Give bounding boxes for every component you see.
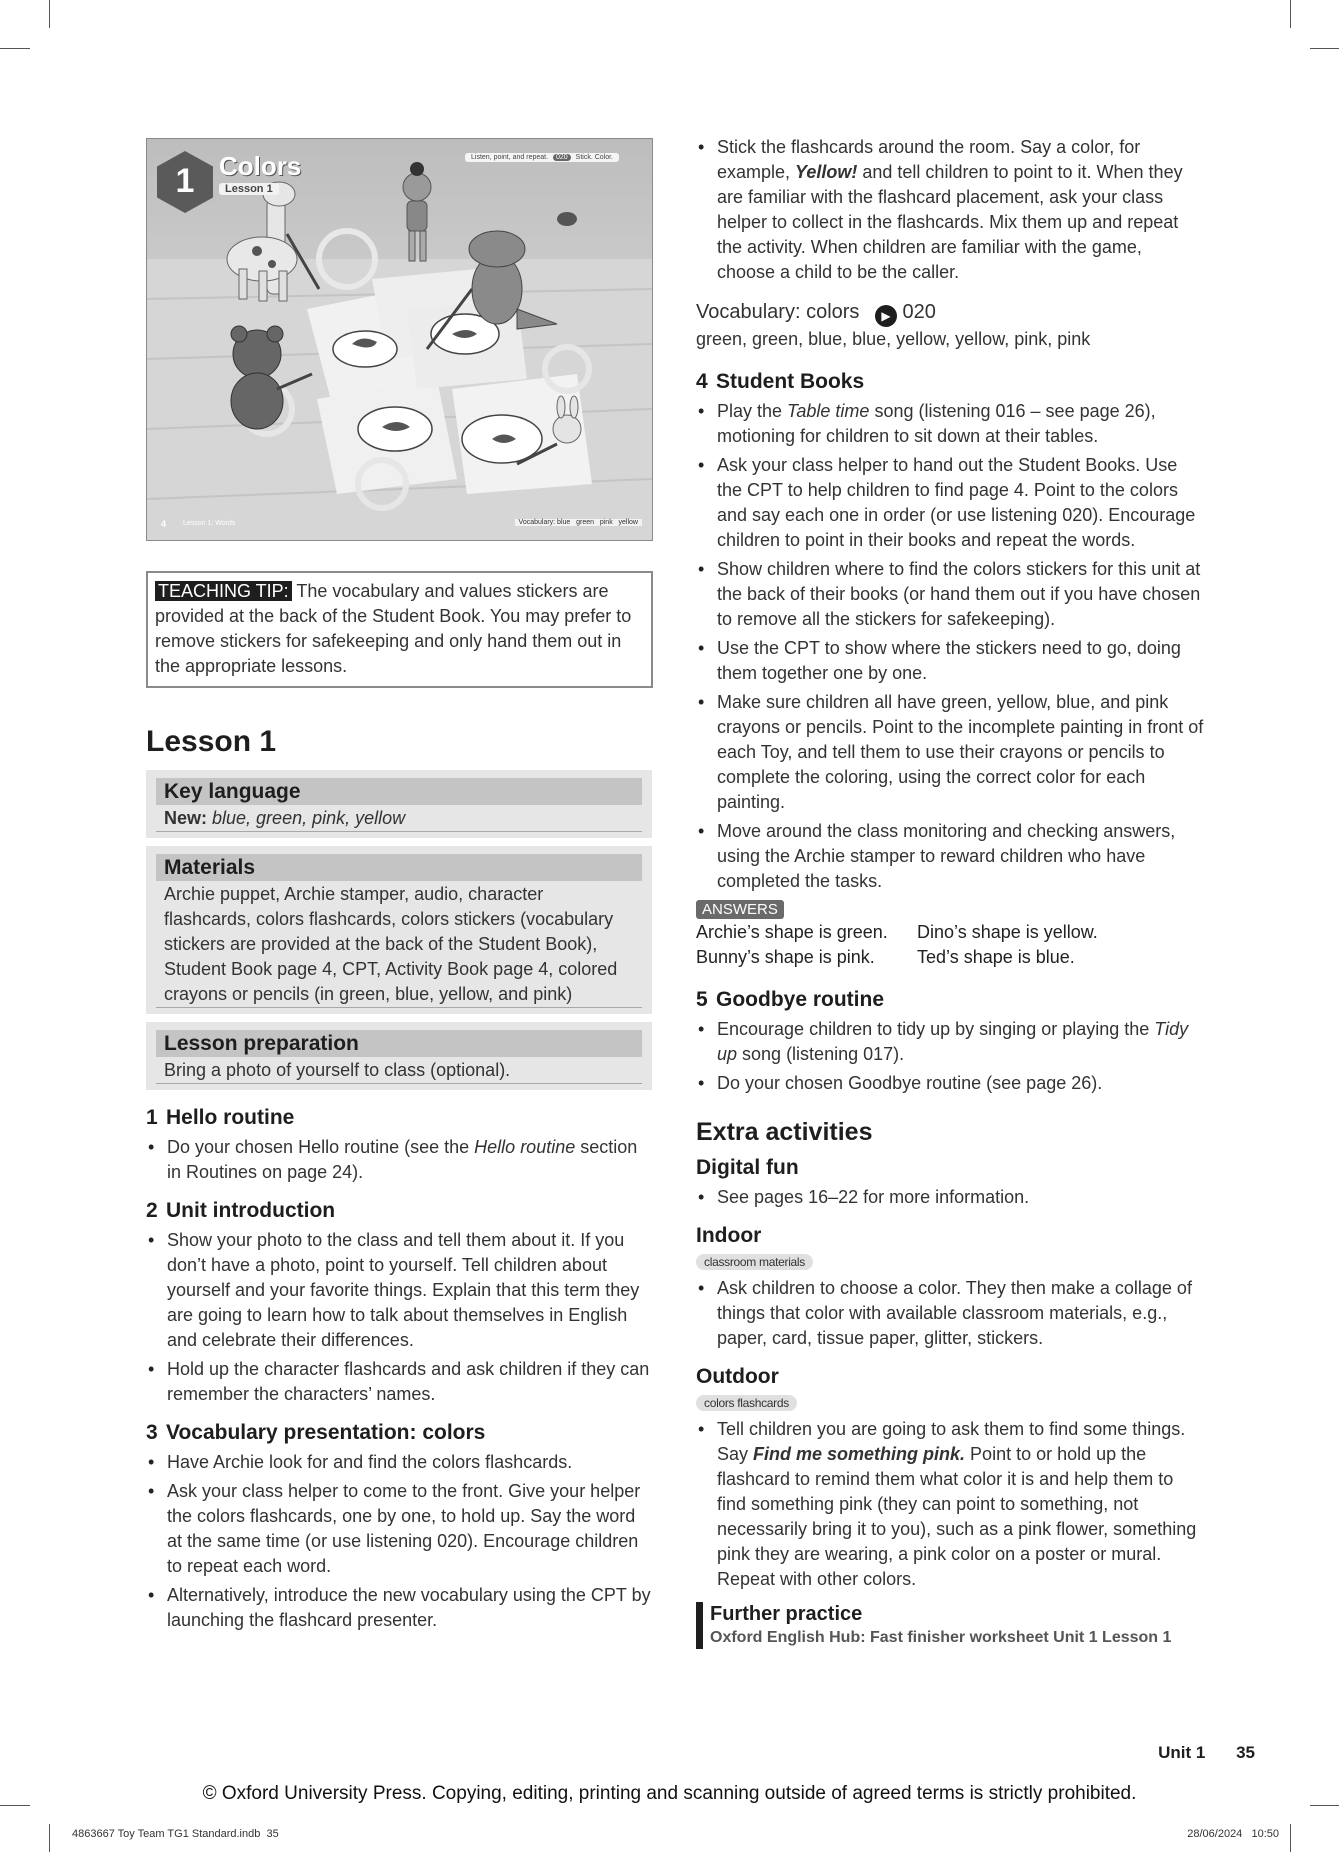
- materials-box: [146, 846, 652, 1014]
- list-item: • Do your chosen Hello routine (see the Hello routine section in Routines on page 24).: [146, 1135, 652, 1185]
- lesson-preparation-content: Bring a photo of yourself to class (optional).: [156, 1057, 642, 1084]
- unit-title: Colors: [219, 151, 302, 181]
- scene-illustration: [147, 139, 652, 540]
- list-item: • Move around the class monitoring and checking answers, using the Archie stamper to reward children who have completed the tasks.: [696, 819, 1204, 894]
- teaching-tip-label: TEACHING TIP:: [155, 581, 292, 601]
- student-book-illustration: [146, 138, 653, 541]
- list-item: • Tell children you are going to ask them to find some things. Say Find me something pink. Point to or hold up the flashcard to remind them what color it is and help them to find something pink (they can point to something, not necessarily bring it to you), such as a pink flower, something pink they are wearing, a pink color on a poster or mural. Repeat with other colors.: [696, 1417, 1204, 1592]
- extra-activities-title: Extra activities: [696, 1118, 873, 1146]
- list-item: • Make sure children all have green, yellow, blue, and pink crayons or pencils. Point to the incomplete painting in front of each Toy, and tell them to use their crayons or pencils to complete the coloring, using the correct color for each painting.: [696, 690, 1204, 815]
- materials-heading: Materials: [156, 854, 642, 881]
- teaching-tip-box: [146, 571, 653, 688]
- list-item: • Use the CPT to show where the stickers need to go, doing them together one by one.: [696, 636, 1204, 686]
- vocabulary-colors-label: Vocabulary: colors: [696, 301, 860, 323]
- footer-unit: Unit 1: [1158, 1743, 1206, 1762]
- copyright-notice: © Oxford University Press. Copying, editing, printing and scanning outside of agreed terms is strictly prohibited.: [202, 1783, 1137, 1804]
- answer-dino: Dino’s shape is yellow.: [917, 922, 1098, 942]
- thumb-page-number: 4: [161, 519, 167, 529]
- answer-ted: Ted’s shape is blue.: [917, 947, 1075, 967]
- new-label: New:: [164, 808, 208, 828]
- right-column: [696, 135, 1204, 1649]
- lesson-title: Lesson 1: [146, 725, 277, 758]
- unit-introduction-list: [146, 1228, 652, 1407]
- print-slug: 4863667 Toy Team TG1 Standard.indb 35: [72, 1828, 279, 1840]
- key-language-heading: Key language: [156, 778, 642, 805]
- lesson-preparation-box: [146, 1022, 652, 1090]
- hello-routine-heading: 1 Hello routine: [146, 1106, 295, 1129]
- thumb-vocab-strip: Vocabulary: blue green pink yellow: [515, 519, 642, 526]
- outdoor-list: [696, 1417, 1204, 1592]
- audio-track-icon: 020: [553, 154, 571, 161]
- crop-mark: [0, 1805, 30, 1806]
- further-practice-box: [696, 1602, 1204, 1649]
- print-date: 28/06/2024 10:50: [1187, 1828, 1279, 1840]
- further-practice-text: Oxford English Hub: Fast finisher worksheet Unit 1 Lesson 1: [710, 1629, 1172, 1646]
- crop-mark: [1290, 1824, 1291, 1852]
- digital-fun-list: [696, 1185, 1204, 1210]
- list-item: • Hold up the character flashcards and ask children if they can remember the characters’ names.: [146, 1357, 652, 1407]
- crop-mark: [49, 1824, 50, 1852]
- hello-routine-list: [146, 1135, 652, 1185]
- unit-number: 1: [175, 162, 195, 200]
- vocabulary-colors-line: [696, 299, 1204, 327]
- further-practice-title: Further practice: [710, 1603, 863, 1625]
- thumb-footer-label: Lesson 1: Words: [183, 520, 236, 527]
- unit-introduction-heading: 2 Unit introduction: [146, 1199, 336, 1222]
- page-footer: [1158, 1743, 1255, 1763]
- audio-track-number: 020: [902, 301, 936, 323]
- vocabulary-colors-words: green, green, blue, blue, yellow, yellow, pink, pink: [696, 329, 1091, 349]
- key-language-content: [156, 805, 642, 832]
- stick-flashcards-list: [696, 135, 1204, 285]
- footer-page-number: 35: [1236, 1743, 1255, 1762]
- list-item: • Ask your class helper to come to the front. Give your helper the colors flashcards, one by one, to hold up. Say the word at the same time (or use listening 020). Encourage children to repeat each word.: [146, 1479, 652, 1579]
- list-item: • See pages 16–22 for more information.: [696, 1185, 1204, 1210]
- list-item: • Alternatively, introduce the new vocabulary using the CPT by launching the flashcard presenter.: [146, 1583, 652, 1633]
- student-books-heading: 4 Student Books: [696, 370, 865, 393]
- crop-mark: [1310, 1805, 1339, 1806]
- indoor-tag: classroom materials: [696, 1254, 813, 1270]
- list-item: • Have Archie look for and find the colors flashcards.: [146, 1450, 652, 1475]
- lesson-preparation-heading: Lesson preparation: [156, 1030, 642, 1057]
- instruction-text-2: Stick. Color.: [575, 154, 614, 161]
- vocabulary-presentation-list: [146, 1450, 652, 1633]
- answer-archie: Archie’s shape is green.: [696, 922, 888, 942]
- crop-mark: [1290, 0, 1291, 28]
- instruction-bar: [465, 153, 619, 162]
- list-item: • Do your chosen Goodbye routine (see page 26).: [696, 1071, 1204, 1096]
- goodbye-routine-heading: 5 Goodbye routine: [696, 988, 884, 1011]
- audio-icon: ▶: [875, 305, 897, 327]
- indoor-heading: Indoor: [696, 1224, 762, 1247]
- new-words: blue, green, pink, yellow: [207, 808, 406, 828]
- list-item: • Ask children to choose a color. They then make a collage of things that color with available classroom materials, e.g., paper, card, tissue paper, glitter, stickers.: [696, 1276, 1204, 1351]
- answer-bunny: Bunny’s shape is pink.: [696, 947, 875, 967]
- materials-content: Archie puppet, Archie stamper, audio, character flashcards, colors flashcards, colors stickers (vocabulary stickers are provided at the back of the Student Book), Student Book page 4, CPT, Activity Book page 4, colored crayons or pencils (in green, blue, yellow, and pink): [156, 881, 642, 1008]
- outdoor-heading: Outdoor: [696, 1365, 779, 1388]
- answers-block: [696, 900, 1204, 970]
- teaching-tip-text: The vocabulary and values stickers are provided at the back of the Student Book. You may prefer to remove stickers for safekeeping and only hand them out in the appropriate lessons.: [155, 581, 632, 676]
- student-books-list: [696, 399, 1204, 894]
- list-item: • Show your photo to the class and tell them about it. If you don’t have a photo, point to yourself. Tell children about yourself and your favorite things. Explain that this term they are going to learn how to talk about themselves in English and celebrate their differences.: [146, 1228, 652, 1353]
- list-item: • Show children where to find the colors stickers for this unit at the back of their books (or hand them out if you have chosen to remove all the stickers for safekeeping).: [696, 557, 1204, 632]
- crop-mark: [0, 48, 30, 49]
- digital-fun-heading: Digital fun: [696, 1156, 799, 1179]
- list-item: • Encourage children to tidy up by singing or playing the Tidy up song (listening 017).: [696, 1017, 1204, 1067]
- vocabulary-presentation-heading: 3 Vocabulary presentation: colors: [146, 1421, 486, 1444]
- crop-mark: [1310, 48, 1339, 49]
- outdoor-tag: colors flashcards: [696, 1395, 797, 1411]
- list-item: • Play the Table time song (listening 016 – see page 26), motioning for children to sit down at their tables.: [696, 399, 1204, 449]
- crop-mark: [49, 0, 50, 28]
- list-item: • Ask your class helper to hand out the Student Books. Use the CPT to help children to find page 4. Point to the colors and say each one in order (or use listening 020). Encourage children to point in their books and repeat the words.: [696, 453, 1204, 553]
- instruction-text: Listen, point, and repeat.: [471, 154, 549, 161]
- lesson-label: Lesson 1: [219, 183, 279, 195]
- answers-label: ANSWERS: [696, 900, 784, 919]
- key-language-box: [146, 770, 652, 838]
- list-item: • Stick the flashcards around the room. Say a color, for example, Yellow! and tell children to point to it. When they are familiar with the flashcard placement, ask your class helper to collect in the flashcards. Mix them up and repeat the activity. When children are familiar with the game, choose a child to be the caller.: [696, 135, 1204, 285]
- indoor-list: [696, 1276, 1204, 1351]
- goodbye-routine-list: [696, 1017, 1204, 1096]
- left-column: [146, 138, 652, 1637]
